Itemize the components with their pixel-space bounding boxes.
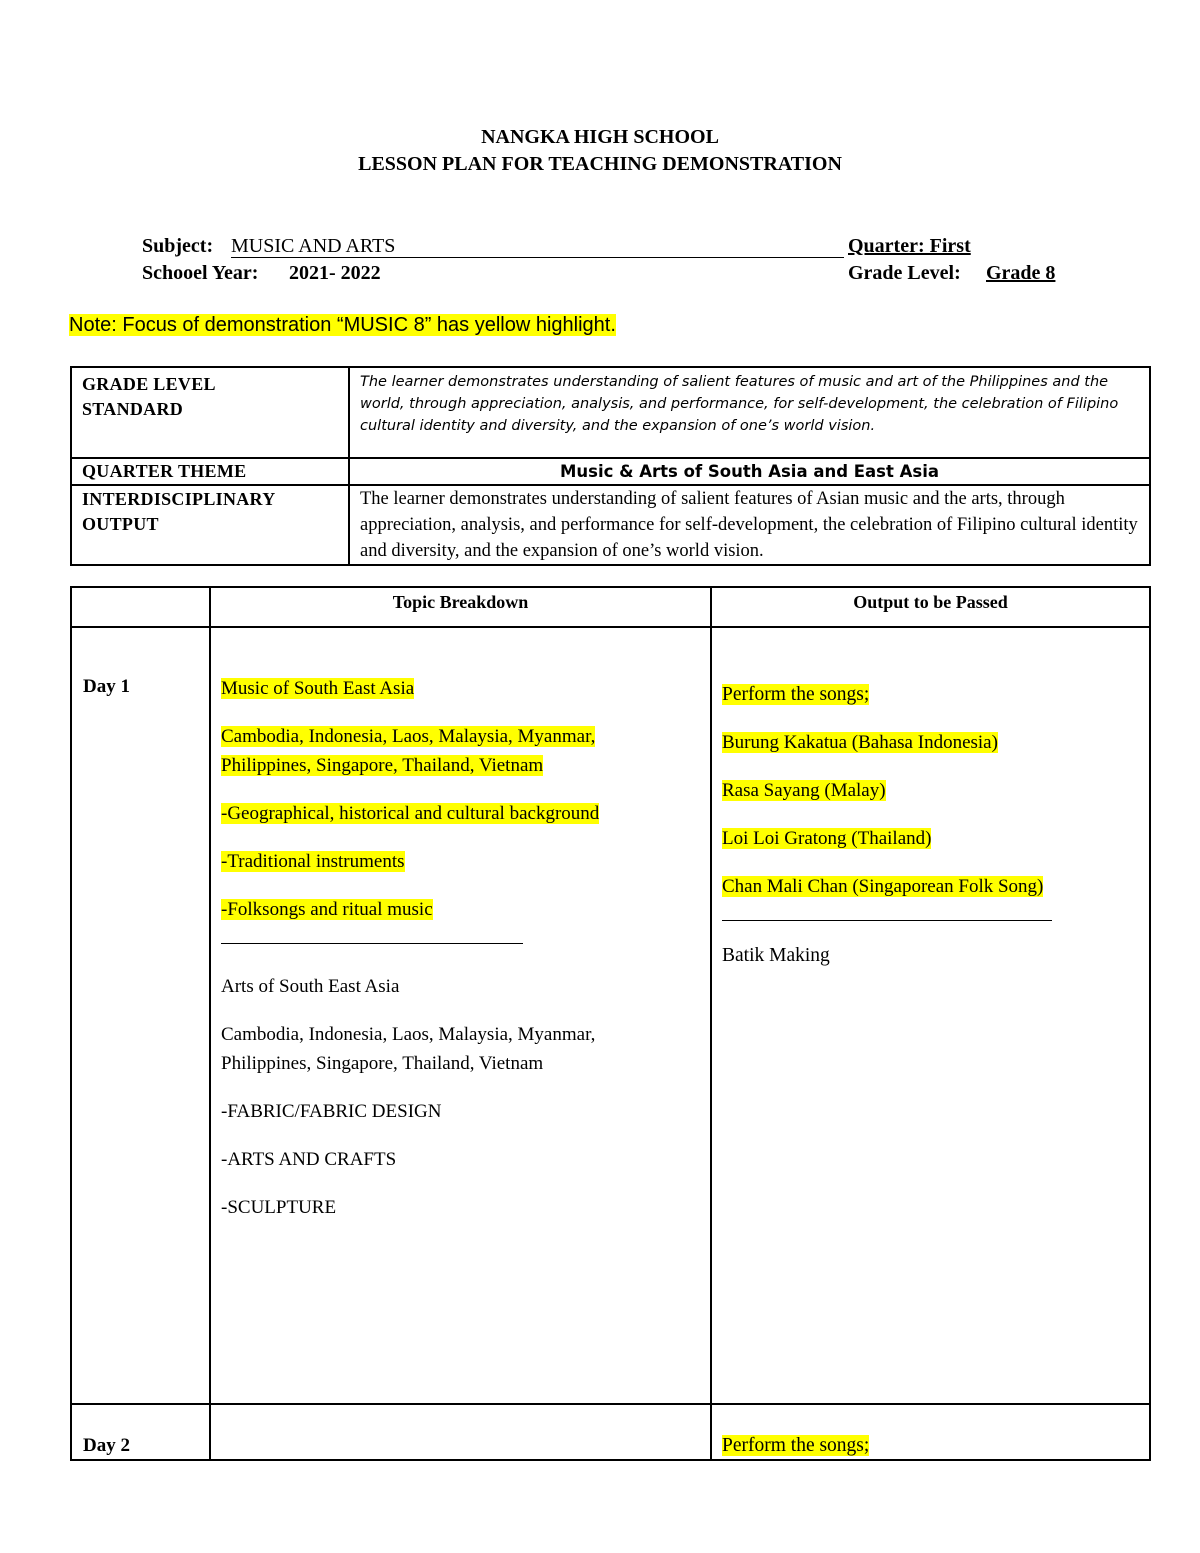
qt-text: Music & Arts of South Asia and East Asia: [559, 462, 940, 481]
subject-value: MUSIC AND ARTS: [231, 235, 396, 257]
music-sea-title: Music of South East Asia: [221, 678, 415, 699]
empty-header-cell: [71, 587, 210, 627]
song-item: Burung Kakatua (Bahasa Indonesia): [722, 732, 998, 753]
day2-label-cell: [71, 1404, 210, 1460]
arts-topic-item: -ARTS AND CRAFTS: [221, 1149, 397, 1170]
io-label: INTERDISCIPLINARY OUTPUT: [82, 489, 276, 534]
subject-label: Subject:: [142, 235, 214, 257]
day1-label: Day 1: [83, 676, 130, 697]
qt-label: QUARTER THEME: [82, 461, 247, 481]
day1-output-cell: [711, 627, 1150, 1404]
topic-breakdown-header: Topic Breakdown: [210, 587, 711, 627]
quarter-theme-row: [71, 458, 1150, 485]
arts-countries: Cambodia, Indonesia, Laos, Malaysia, Myanmar, Philippines, Singapore, Thailand, Vietnam: [221, 1024, 596, 1074]
day2-topic-cell: [210, 1404, 711, 1460]
arts-topic-item: -SCULPTURE: [221, 1197, 337, 1218]
qt-label-cell: [71, 458, 349, 485]
plan-title: LESSON PLAN FOR TEACHING DEMONSTRATION: [358, 153, 842, 175]
gls-text-cell: [349, 367, 1150, 458]
music-topic-item: -Traditional instruments: [221, 851, 405, 872]
interdisciplinary-output-row: [71, 485, 1150, 565]
day2-label: Day 2: [83, 1435, 130, 1456]
highlight-note: Note: Focus of demonstration “MUSIC 8” has yellow highlight.: [69, 314, 616, 336]
grade-level-label: Grade Level:: [848, 262, 961, 284]
song-item: Rasa Sayang (Malay): [722, 780, 886, 801]
day1-row: [71, 627, 1150, 1404]
output-divider: [722, 920, 1052, 921]
song-item: Chan Mali Chan (Singaporean Folk Song): [722, 876, 1044, 897]
day2-perform-songs: Perform the songs;: [722, 1435, 870, 1456]
gls-label: GRADE LEVEL STANDARD: [82, 374, 216, 419]
lesson-plan-table: [70, 586, 1151, 1461]
arts-topic-item: -FABRIC/FABRIC DESIGN: [221, 1101, 442, 1122]
io-text-cell: [349, 485, 1150, 565]
io-text: The learner demonstrates understanding of salient features of Asian music and the arts, through appreciation, analysis, and performance for self-development, the celebration of Filipino cultural identity and diversity, and the expansion of one’s world vision.: [360, 489, 1138, 561]
standards-table: [70, 366, 1151, 566]
day1-topic-cell: [210, 627, 711, 1404]
output-header: Output to be Passed: [711, 587, 1150, 627]
grade-level-standard-row: [71, 367, 1150, 458]
music-topic-item: -Geographical, historical and cultural background: [221, 803, 600, 824]
day1-label-cell: [71, 627, 210, 1404]
quarter: Quarter: First: [848, 235, 971, 257]
song-item: Loi Loi Gratong (Thailand): [722, 828, 932, 849]
plan-header-row: [71, 587, 1150, 627]
qt-text-cell: [349, 458, 1150, 485]
music-countries: Cambodia, Indonesia, Laos, Malaysia, Myanmar, Philippines, Singapore, Thailand, Vietnam: [221, 726, 596, 776]
school-name: NANGKA HIGH SCHOOL: [481, 126, 719, 148]
day2-row: [71, 1404, 1150, 1460]
school-year-label: Schooel Year:: [142, 262, 259, 284]
perform-songs-intro: Perform the songs;: [722, 684, 870, 705]
arts-sea-title: Arts of South East Asia: [221, 976, 400, 997]
io-label-cell: [71, 485, 349, 565]
day2-output-cell: [711, 1404, 1150, 1460]
gls-label-cell: [71, 367, 349, 458]
gls-text: The learner demonstrates understanding of salient features of music and art of the Philippines and the world, through appreciation, analysis, and performance, for self-development, the celebration of Filipino cultural identity and diversity, and the expansion of one’s world vision.: [360, 374, 1119, 434]
batik-making: Batik Making: [722, 945, 830, 966]
school-year-value: 2021- 2022: [289, 262, 381, 284]
music-topic-item: -Folksongs and ritual music: [221, 899, 433, 920]
grade-level-value: Grade 8: [986, 262, 1056, 284]
subject-line: [231, 235, 844, 258]
topic-divider: [221, 943, 523, 944]
